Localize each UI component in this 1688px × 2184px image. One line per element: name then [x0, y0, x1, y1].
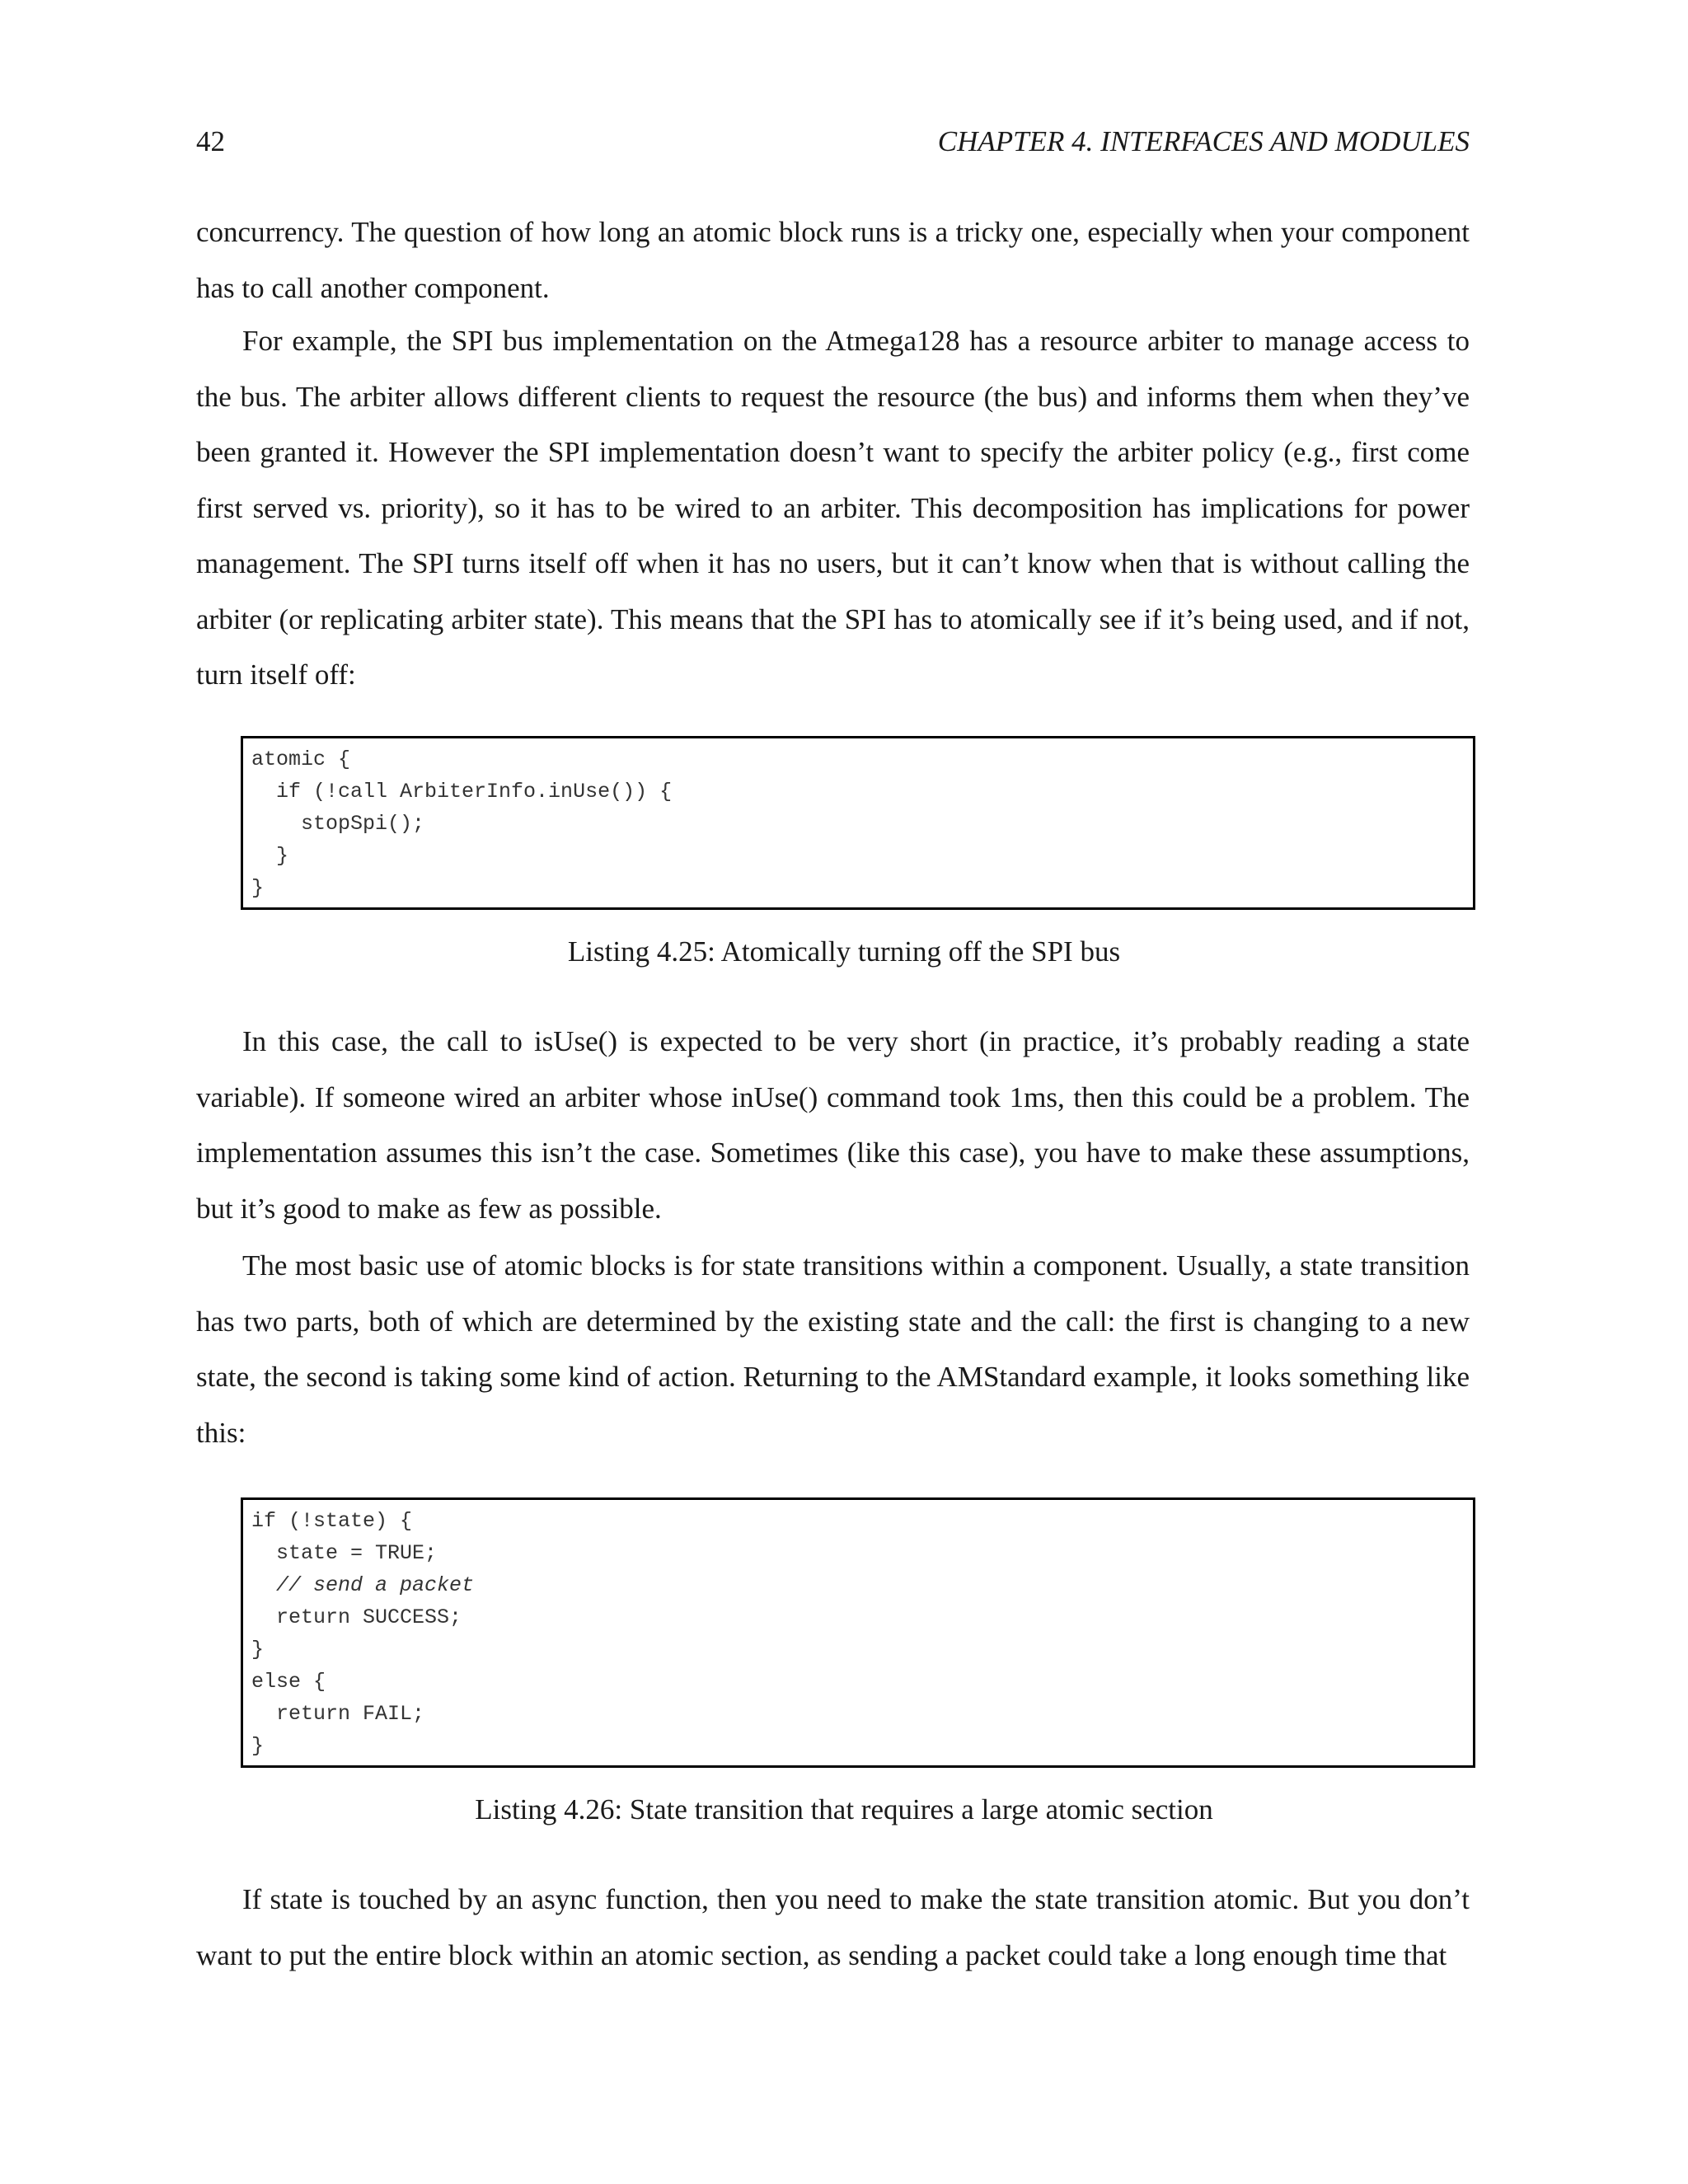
paragraph-text: The most basic use of atomic blocks is for state transitions within a component. Usually, a state transition has two parts, both of which are determined by the existing state and the call: the first is changing to a new state, the second is taking some kind of action. Returning to the AMStandard example, it looks something like this:	[196, 1249, 1470, 1449]
page-header	[196, 125, 1470, 166]
code-line: return SUCCESS;	[251, 1605, 462, 1629]
code-line: state = TRUE;	[251, 1541, 438, 1565]
code-line: if (!state) {	[251, 1509, 413, 1533]
code-line: }	[251, 876, 265, 900]
code-line: }	[251, 1638, 265, 1661]
paragraph-text: In this case, the call to isUse() is expected to be very short (in practice, it’s probably reading a state variable). If someone wired an arbiter whose inUse() command took 1ms, then this could be a problem. The implementation assumes this isn’t the case. Sometimes (like this case), you have to make these assumptions, but it’s good to make as few as possible.	[196, 1025, 1470, 1225]
page-number: 42	[196, 125, 225, 157]
paragraph-text: concurrency. The question of how long an atomic block runs is a tricky one, especially when your component has to call another component.	[196, 216, 1470, 304]
listing-caption-4-26: Listing 4.26: State transition that requires a large atomic section	[475, 1793, 1213, 1825]
running-head: CHAPTER 4. INTERFACES AND MODULES	[937, 125, 1470, 157]
paragraph-isuse	[196, 1014, 1470, 1236]
code-line: return FAIL;	[251, 1702, 425, 1726]
paragraph-text: If state is touched by an async function, then you need to make the state transition atomic. But you don’t want to put the entire block within an atomic section, as sending a packet could take a long enough time that	[196, 1883, 1470, 1971]
code-line: atomic {	[251, 748, 351, 771]
code-line: if (!call ArbiterInfo.inUse()) {	[251, 780, 673, 804]
code-line: else {	[251, 1670, 326, 1694]
paragraph-text: For example, the SPI bus implementation on the Atmega128 has a resource arbiter to manage access to the bus. The arbiter allows different clients to request the resource (the bus) and informs them when they’ve been granted it. However the SPI implementation doesn’t want to specify the arbiter policy (e.g., first come first served vs. priority), so it has to be wired to an arbiter. This decomposition has implications for power management. The SPI turns itself off when it has no users, but it can’t know when that is without calling the arbiter (or replicating arbiter state). This means that the SPI has to atomically see if it’s being used, and if not, turn itself off:	[196, 325, 1470, 691]
code-listing-4-25	[241, 736, 1475, 910]
paragraph-async-state	[196, 1872, 1470, 1983]
code-comment-line: // send a packet	[251, 1573, 475, 1597]
paragraph-spi-example	[196, 313, 1470, 703]
paragraph-continuation	[196, 204, 1470, 316]
listing-caption-4-25: Listing 4.25: Atomically turning off the SPI bus	[567, 935, 1121, 968]
paragraph-state-transitions	[196, 1238, 1470, 1460]
code-line: stopSpi();	[251, 812, 425, 836]
code-line: }	[251, 844, 289, 868]
code-line: }	[251, 1734, 265, 1758]
code-listing-4-26	[241, 1497, 1475, 1768]
